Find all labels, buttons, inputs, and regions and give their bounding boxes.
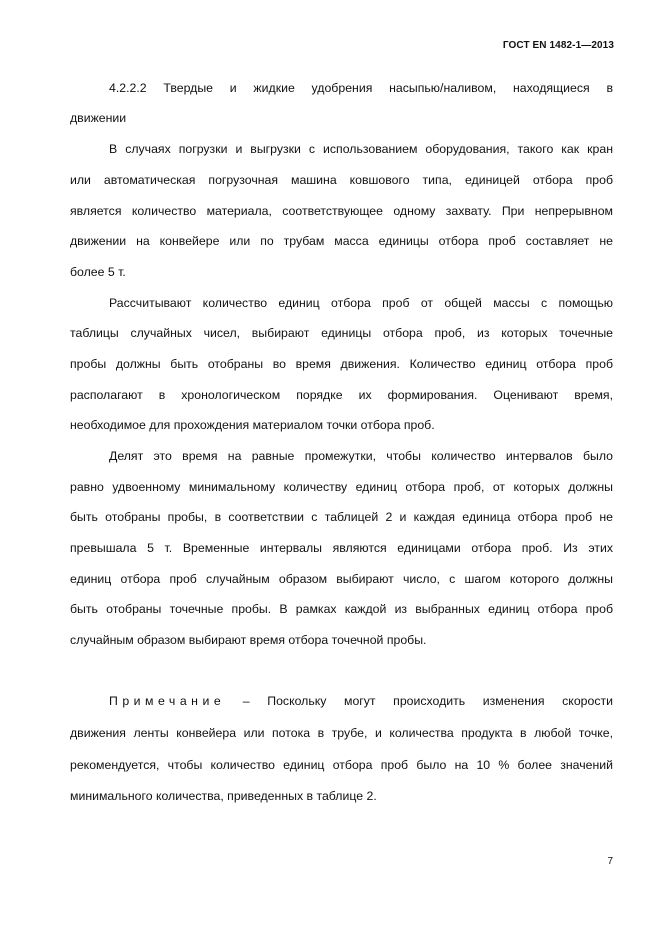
paragraph-2-line: располагают в хронологическом порядке их формирования. Оценивают время, <box>70 388 613 402</box>
paragraph-3-line: быть отобраны точечные пробы. В рамках каждой из выбранных единиц отбора проб <box>70 602 613 616</box>
note-line: минимального количества, приведенных в таблице 2. <box>70 789 377 803</box>
paragraph-2-line: пробы должны быть отобраны во время движения. Количество единиц отбора проб <box>70 357 613 371</box>
note-first-line <box>109 693 613 709</box>
paragraph-3-line: быть отобраны пробы, в соответствии с таблицей 2 и каждая единица отбора проб не <box>70 510 613 524</box>
section-heading-line-2: движении <box>70 111 127 125</box>
paragraph-1-line: движении на конвейере или по трубам масса единицы отбора проб составляет не <box>70 234 613 248</box>
paragraph-3-line: случайным образом выбирают время отбора точечной пробы. <box>70 633 427 647</box>
paragraph-2-line: таблицы случайных чисел, выбирают единицы отбора проб, из которых точечные <box>70 326 613 340</box>
paragraph-2-line: Рассчитывают количество единиц отбора проб от общей массы с помощью <box>109 296 613 310</box>
paragraph-3-line: Делят это время на равные промежутки, чтобы количество интервалов было <box>109 449 613 463</box>
page-number: 7 <box>607 856 613 867</box>
paragraph-1-line: более 5 т. <box>70 265 126 279</box>
note-text-start: – Поскольку могут происходить изменения скорости <box>242 694 613 708</box>
paragraph-1-line: является количество материала, соответствующее одному захвату. При непрерывном <box>70 204 613 218</box>
document-header: ГОСТ EN 1482-1—2013 <box>502 40 614 51</box>
paragraph-3-line: единиц отбора проб случайным образом выбирают число, с шагом которого должны <box>70 572 613 586</box>
paragraph-1-line: В случаях погрузки и выгрузки с использованием оборудования, такого как кран <box>109 142 613 156</box>
note-line: движения ленты конвейера или потока в трубе, и количества продукта в любой точке, <box>70 726 613 740</box>
paragraph-3-line: равно удвоенному минимальному количеству единиц отбора проб, от которых должны <box>70 480 613 494</box>
paragraph-2-line: необходимое для прохождения материалом точки отбора проб. <box>70 418 435 432</box>
section-heading-line-1: 4.2.2.2 Твердые и жидкие удобрения насыпью/наливом, находящиеся в <box>109 81 613 95</box>
note-label: Примечание <box>109 694 226 708</box>
note-line: рекомендуется, чтобы количество единиц отбора проб было на 10 % более значений <box>70 758 613 772</box>
paragraph-1-line: или автоматическая погрузочная машина ковшового типа, единицей отбора проб <box>70 173 613 187</box>
paragraph-3-line: превышала 5 т. Временные интервалы являются единицами отбора проб. Из этих <box>70 541 613 555</box>
